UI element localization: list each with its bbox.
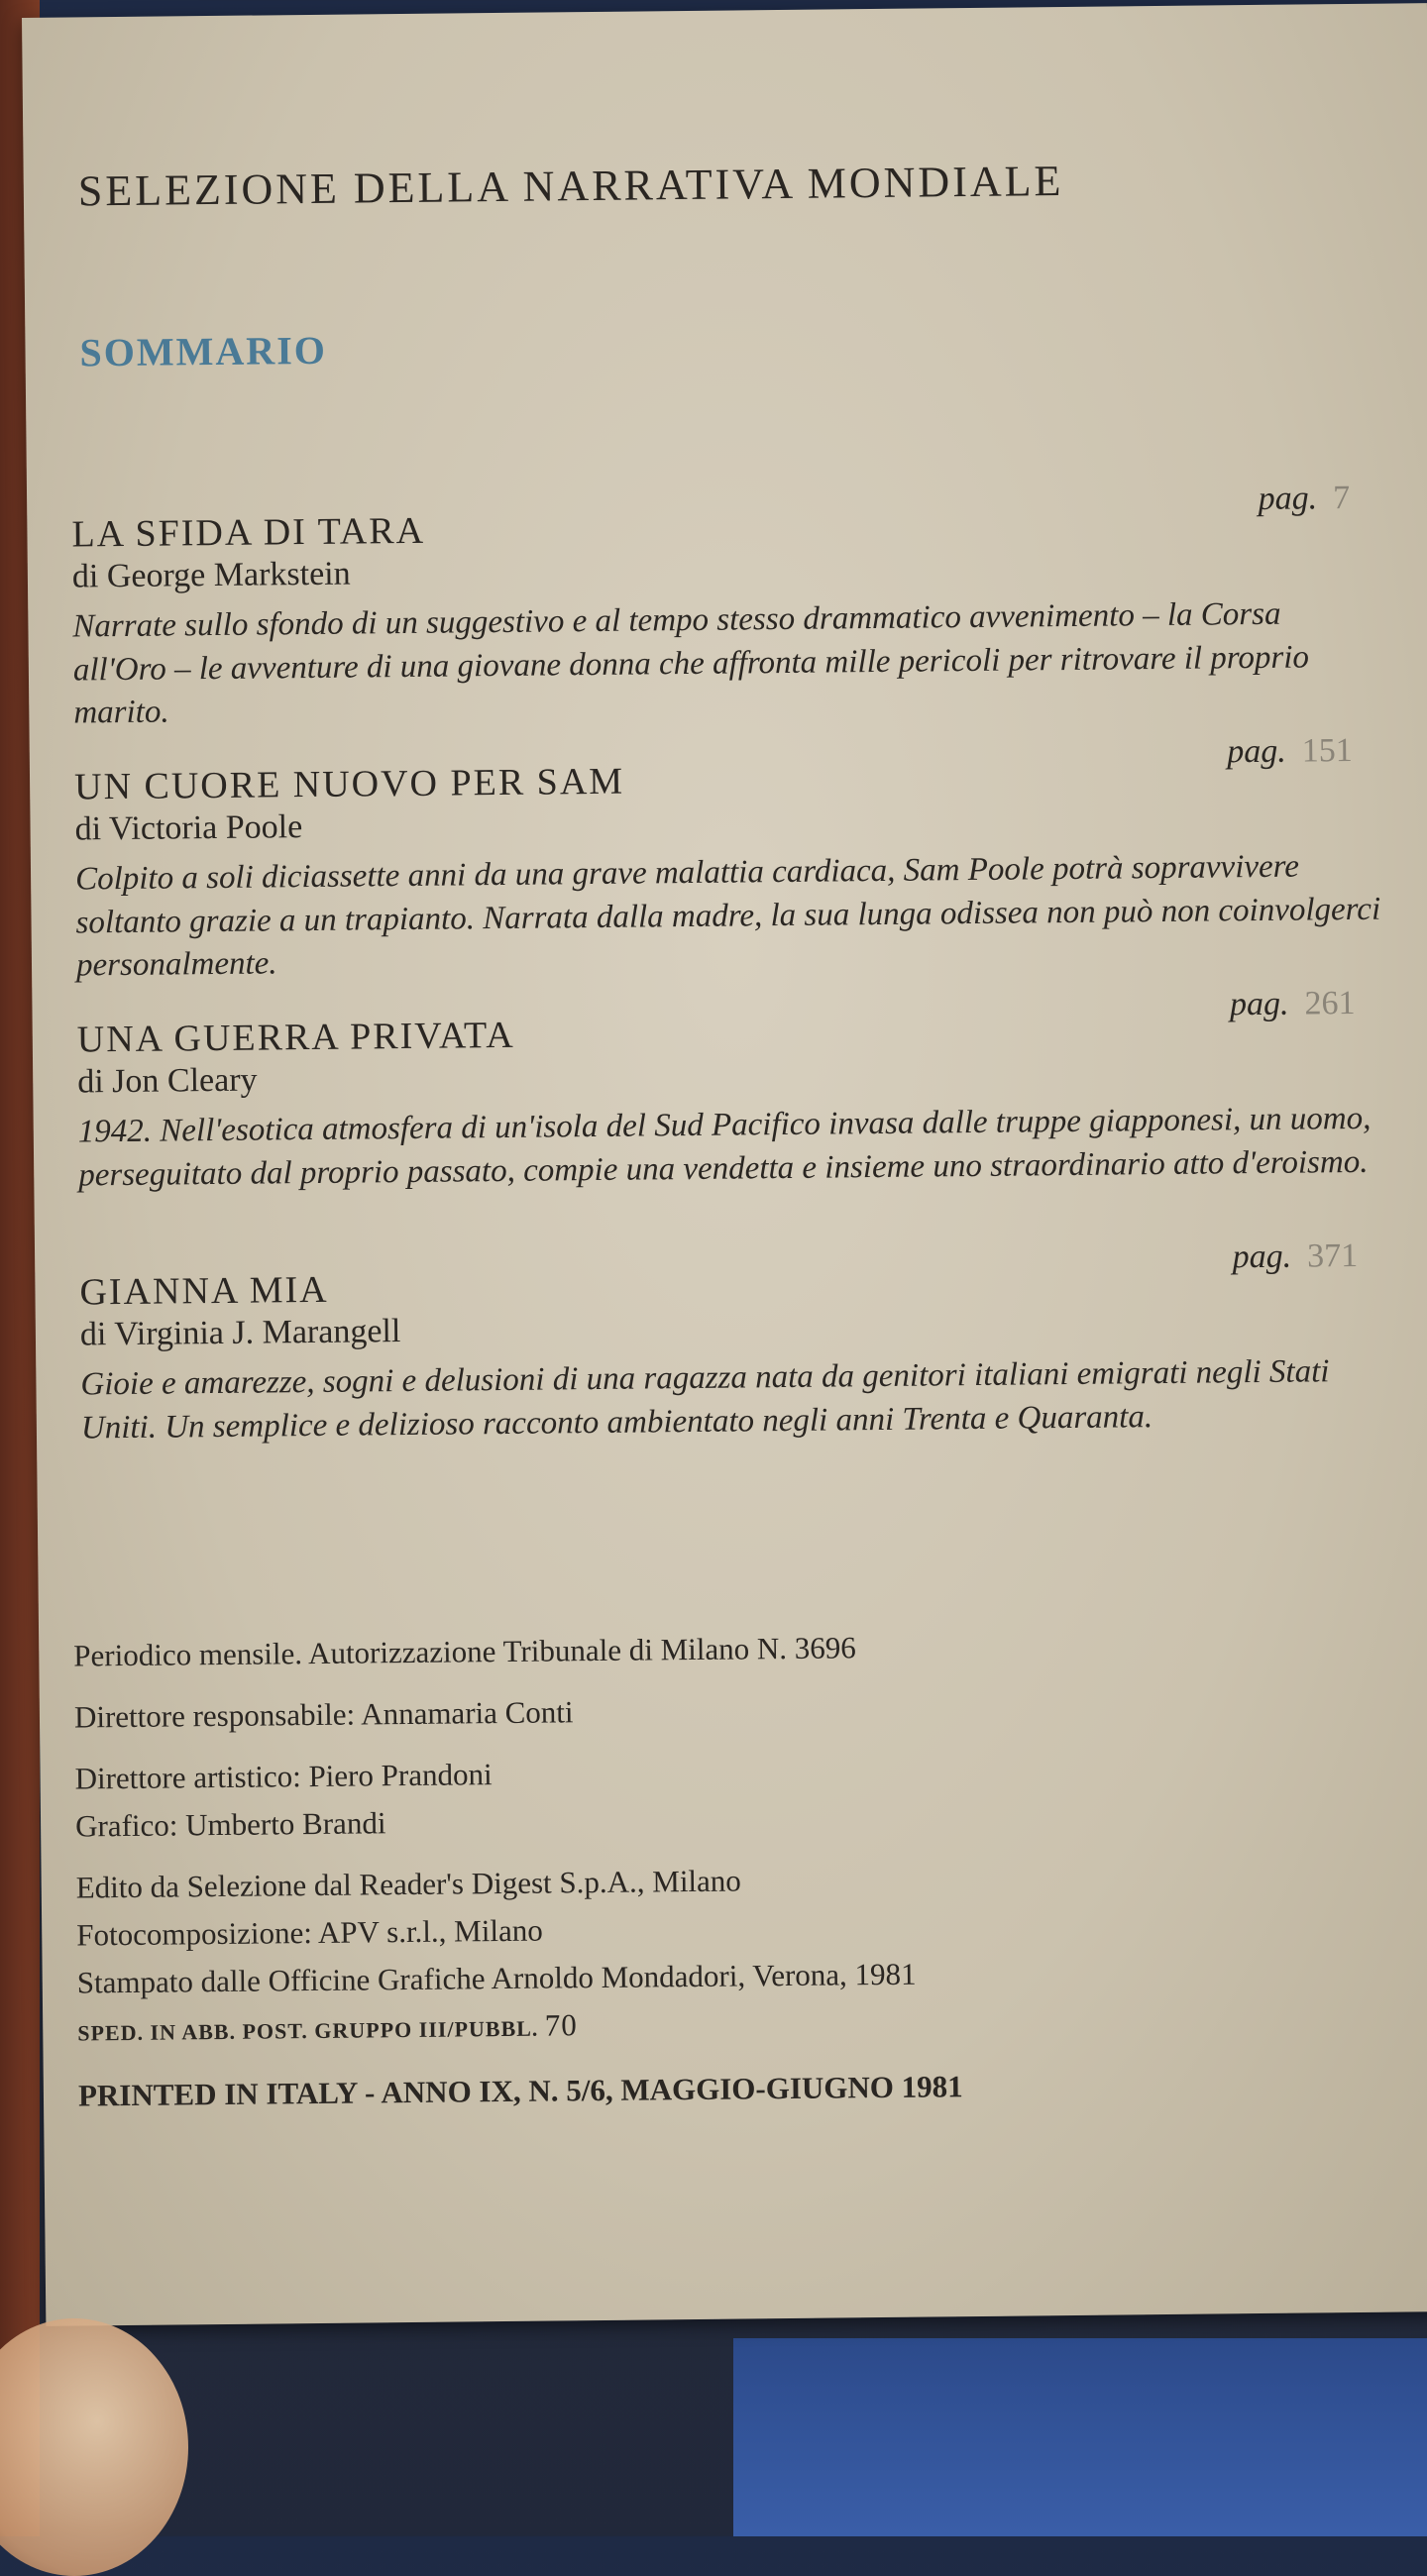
toc-entry xyxy=(71,479,1381,735)
entry-author: di Virginia J. Marangell xyxy=(79,1313,401,1353)
toc-entry xyxy=(79,1236,1389,1450)
colophon-direttore-artistico: Direttore artistico: Piero Prandoni xyxy=(74,1757,493,1796)
page-prefix: pag. xyxy=(1258,480,1318,517)
entry-title: LA SFIDA DI TARA xyxy=(71,509,426,556)
colophon-direttore-responsabile: Direttore responsabile: Annamaria Conti xyxy=(73,1694,574,1735)
entry-author: di Victoria Poole xyxy=(74,808,303,848)
section-title: SOMMARIO xyxy=(79,327,328,376)
page-number: 7 xyxy=(1332,479,1351,517)
page-reference xyxy=(1230,985,1356,1023)
thumb xyxy=(0,2318,188,2576)
colophon-sped-text: SPED. IN ABB. POST. GRUPPO III/PUBBL. xyxy=(77,2015,539,2046)
colophon-sped-number: 70 xyxy=(544,2007,578,2043)
entry-description: Colpito a soli diciassette anni da una grave malattia cardiaca, Sam Poole potrà sopravvivere soltanto grazie a un trapianto. Narrata dalla madre, la sua lunga odissea non può non coinvolgerci personalmente. xyxy=(74,848,1381,984)
page-reference xyxy=(1227,732,1353,771)
page-prefix: pag. xyxy=(1229,985,1289,1023)
colophon-periodico: Periodico mensile. Autorizzazione Tribunale di Milano N. 3696 xyxy=(73,1630,856,1673)
entry-description: Gioie e amarezze, sogni e delusioni di una ragazza nata da genitori italiani emigrati negli Stati Uniti. Un semplice e delizioso racconto ambientato negli anni Trenta e Quaranta. xyxy=(80,1353,1330,1446)
entry-author: di George Markstein xyxy=(71,555,351,595)
page-number: 151 xyxy=(1301,731,1354,770)
colophon-fotocomposizione: Fotocomposizione: APV s.r.l., Milano xyxy=(76,1912,543,1953)
entry-title: GIANNA MIA xyxy=(79,1268,329,1314)
colophon-grafico: Grafico: Umberto Brandi xyxy=(74,1805,386,1844)
entry-description: 1942. Nell'esotica atmosfera di un'isola del Sud Pacifico invasa dalle truppe giapponesi, un uomo, perseguitato dal proprio passato, compie una vendetta e insieme uno straordinario atto d'eroismo. xyxy=(77,1100,1372,1194)
colophon-edito: Edito da Selezione dal Reader's Digest S.p.A., Milano xyxy=(75,1863,742,1905)
series-title: SELEZIONE DELLA NARRATIVA MONDIALE xyxy=(77,157,1064,216)
toc-entry xyxy=(76,984,1387,1198)
entry-author: di Jon Cleary xyxy=(77,1061,258,1101)
page-reference xyxy=(1232,1237,1358,1276)
page-prefix: pag. xyxy=(1232,1237,1292,1276)
book-page xyxy=(22,3,1427,2326)
entry-title: UNA GUERRA PRIVATA xyxy=(76,1014,515,1061)
colophon xyxy=(73,1619,1406,2120)
background-cloth xyxy=(733,2338,1427,2536)
page-prefix: pag. xyxy=(1227,732,1287,771)
page-number: 371 xyxy=(1306,1236,1359,1275)
colophon-stampato: Stampato dalle Officine Grafiche Arnoldo Mondadori, Verona, 1981 xyxy=(76,1956,917,2000)
page-number: 261 xyxy=(1304,984,1356,1022)
entry-title: UN CUORE NUOVO PER SAM xyxy=(73,760,625,808)
page-reference xyxy=(1258,480,1350,518)
entry-description: Narrate sullo sfondo di un suggestivo e al tempo stesso drammatico avvenimento – la Corsa all'Oro – le avventure di una giovane donna che affronta mille pericoli per ritrovare il proprio marito. xyxy=(72,595,1310,731)
toc-entry xyxy=(73,731,1384,988)
colophon-printed: PRINTED IN ITALY - ANNO IX, N. 5/6, MAGGIO-GIUGNO 1981 xyxy=(77,2069,963,2113)
